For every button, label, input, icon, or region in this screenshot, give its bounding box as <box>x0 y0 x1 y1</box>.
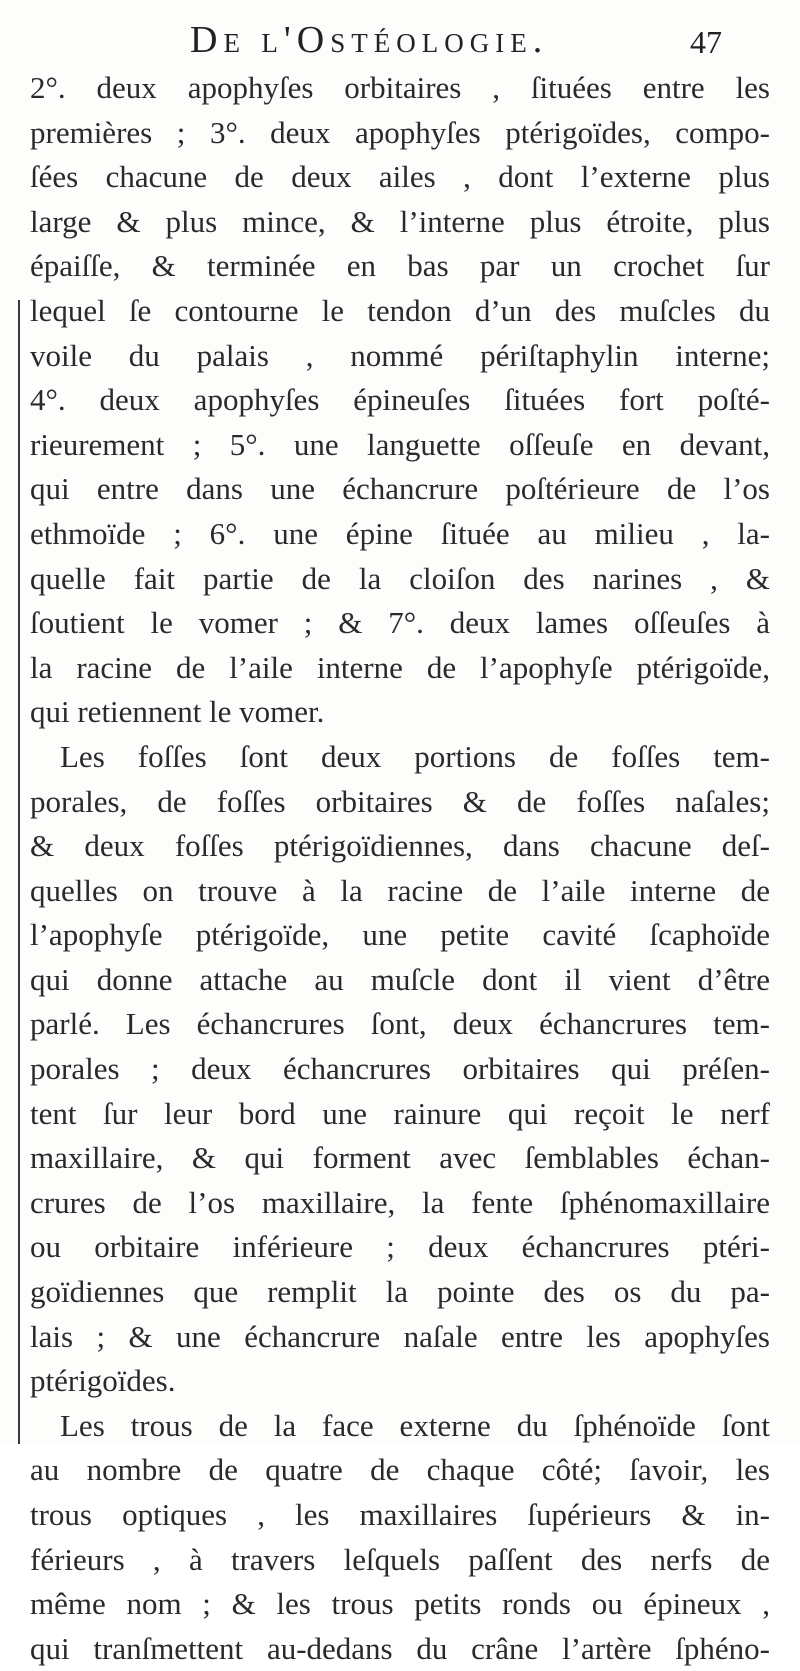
text-line: porales, de foſſes orbitaires & de foſſes naſales; <box>30 783 770 819</box>
text-line: ſoutient le vomer ; & 7°. deux lames oſſeuſes à <box>30 605 770 641</box>
text-line: au nombre de quatre de chaque côté; ſavoir, les <box>30 1452 770 1488</box>
text-line: rieurement ; 5°. une languette oſſeuſe en devant, <box>30 426 770 462</box>
text-line: même nom ; & les trous petits ronds ou épineux , <box>30 1586 770 1622</box>
text-line: large & plus mince, & l’interne plus étroite, plus <box>30 203 770 239</box>
running-title: De l'Ostéologie. <box>190 19 549 61</box>
text-line: 2°. deux apophyſes orbitaires , ſituées entre les <box>30 70 770 105</box>
text-line: voile du palais , nommé périſtaphylin interne; <box>30 337 770 373</box>
body-text <box>30 66 770 1671</box>
gutter-rule <box>18 300 20 1444</box>
text-line: qui entre dans une échancrure poſtérieure de l’os <box>30 471 770 507</box>
text-line: ſées chacune de deux ailes , dont l’externe plus <box>30 159 770 195</box>
text-line: ethmoïde ; 6°. une épine ſituée au milieu , la- <box>30 515 770 551</box>
text-line: premières ; 3°. deux apophyſes ptérigoïdes, compo- <box>30 114 770 150</box>
text-line: qui tranſmettent au-dedans du crâne l’artère ſphéno- <box>30 1630 770 1666</box>
text-line: la racine de l’aile interne de l’apophyſe ptérigoïde, <box>30 649 770 685</box>
text-line: porales ; deux échancrures orbitaires qui préſen- <box>30 1051 770 1087</box>
page-number: 47 <box>690 24 722 60</box>
text-line: crures de l’os maxillaire, la fente ſphénomaxillaire <box>30 1184 770 1220</box>
text-line: ptérigoïdes. <box>30 1363 176 1399</box>
page-header <box>0 8 800 68</box>
text-line: ou orbitaire inférieure ; deux échancrures ptéri- <box>30 1229 770 1265</box>
text-line: goïdiennes que remplit la pointe des os du pa- <box>30 1274 770 1310</box>
text-line: férieurs , à travers leſquels paſſent des nerfs de <box>30 1541 770 1577</box>
text-line: qui retiennent le vomer. <box>30 694 325 730</box>
text-line: l’apophyſe ptérigoïde, une petite cavité ſcaphoïde <box>30 917 770 953</box>
text-line: 4°. deux apophyſes épineuſes ſituées fort poſté- <box>30 382 770 418</box>
text-line: lais ; & une échancrure naſale entre les apophyſes <box>30 1318 770 1354</box>
text-line: tent ſur leur bord une rainure qui reçoit le nerf <box>30 1095 770 1131</box>
text-line: maxillaire, & qui forment avec ſemblables échan- <box>30 1140 770 1176</box>
text-line: qui donne attache au muſcle dont il vient d’être <box>30 961 770 997</box>
text-line: quelles on trouve à la racine de l’aile interne de <box>30 872 770 908</box>
text-line: Les foſſes ſont deux portions de foſſes tem- <box>60 738 770 774</box>
text-line: Les trous de la face externe du ſphénoïde ſont <box>60 1407 770 1443</box>
text-line: épaiſſe, & terminée en bas par un crochet ſur <box>30 248 770 284</box>
text-line: lequel ſe contourne le tendon d’un des muſcles du <box>30 292 770 328</box>
text-line: & deux foſſes ptérigoïdiennes, dans chacune deſ- <box>30 828 770 864</box>
text-line: quelle fait partie de la cloiſon des narines , & <box>30 560 770 596</box>
text-line: parlé. Les échancrures ſont, deux échancrures tem- <box>30 1006 770 1042</box>
text-line: trous optiques , les maxillaires ſupérieurs & in- <box>30 1497 770 1532</box>
